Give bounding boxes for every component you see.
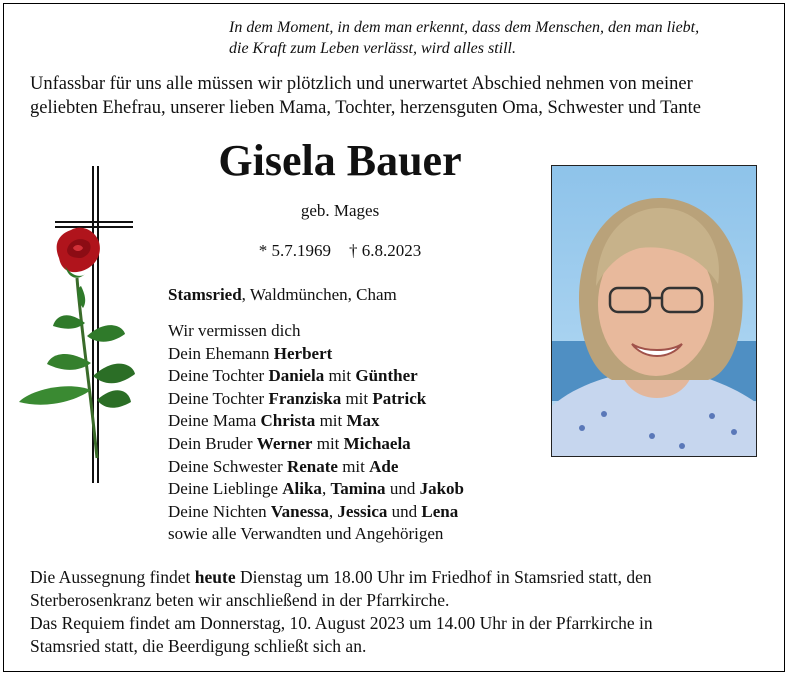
mourners-heading: Wir vermissen dich (168, 321, 301, 340)
location (168, 284, 397, 306)
mourner-row: Deine Mama Christa mit Max (168, 411, 380, 431)
birth-date: * 5.7.1969 (258, 241, 331, 260)
mourners-closing: sowie alle Verwandten und Angehörigen (168, 524, 444, 544)
mourner-row: Deine Schwester Renate mit Ade (168, 456, 399, 476)
location-rest: , Waldmünchen, Cham (241, 285, 397, 304)
quote (229, 17, 769, 59)
mourner-row: Deine Tochter Daniela mit Günther (168, 366, 418, 386)
service-line: Sterberosenkranz beten wir anschließend in der Pfarrkirche. (30, 590, 450, 610)
cross-rose-icon (15, 158, 140, 493)
service-line: Das Requiem findet am Donnerstag, 10. August 2023 um 14.00 Uhr in der Pfarrkirche in (30, 613, 653, 633)
quote-line: In dem Moment, in dem man erkennt, dass dem Menschen, den man liebt, (229, 19, 700, 36)
deceased-name: Gisela Bauer (218, 136, 462, 185)
service-line: Die Aussegnung findet heute Dienstag um 18.00 Uhr im Friedhof in Stamsried statt, den (30, 567, 652, 587)
mourner-row: Dein Bruder Werner mit Michaela (168, 433, 411, 453)
birth-name: geb. Mages (300, 201, 380, 220)
service-details (30, 566, 775, 658)
death-date: † 6.8.2023 (349, 241, 422, 260)
intro-line: Unfassbar für uns alle müssen wir plötzlich und unerwartet Abschied nehmen von meiner (30, 74, 693, 94)
portrait-photo (551, 165, 757, 457)
mourner-row: Deine Nichten Vanessa, Jessica und Lena (168, 501, 459, 521)
life-dates (200, 240, 480, 262)
mourner-row: Deine Tochter Franziska mit Patrick (168, 388, 427, 408)
mourners-list (168, 320, 464, 546)
quote-line: die Kraft zum Leben verlässt, wird alles still. (229, 40, 516, 57)
service-line: Stamsried statt, die Beerdigung schließt sich an. (30, 636, 367, 656)
mourner-row: Deine Lieblinge Alika, Tamina und Jakob (168, 479, 464, 499)
mourner-row: Dein Ehemann Herbert (168, 343, 333, 363)
location-main: Stamsried (168, 285, 242, 304)
intro-text (30, 72, 770, 120)
intro-line: geliebten Ehefrau, unserer lieben Mama, Tochter, herzensguten Oma, Schwester und Tante (30, 98, 701, 118)
